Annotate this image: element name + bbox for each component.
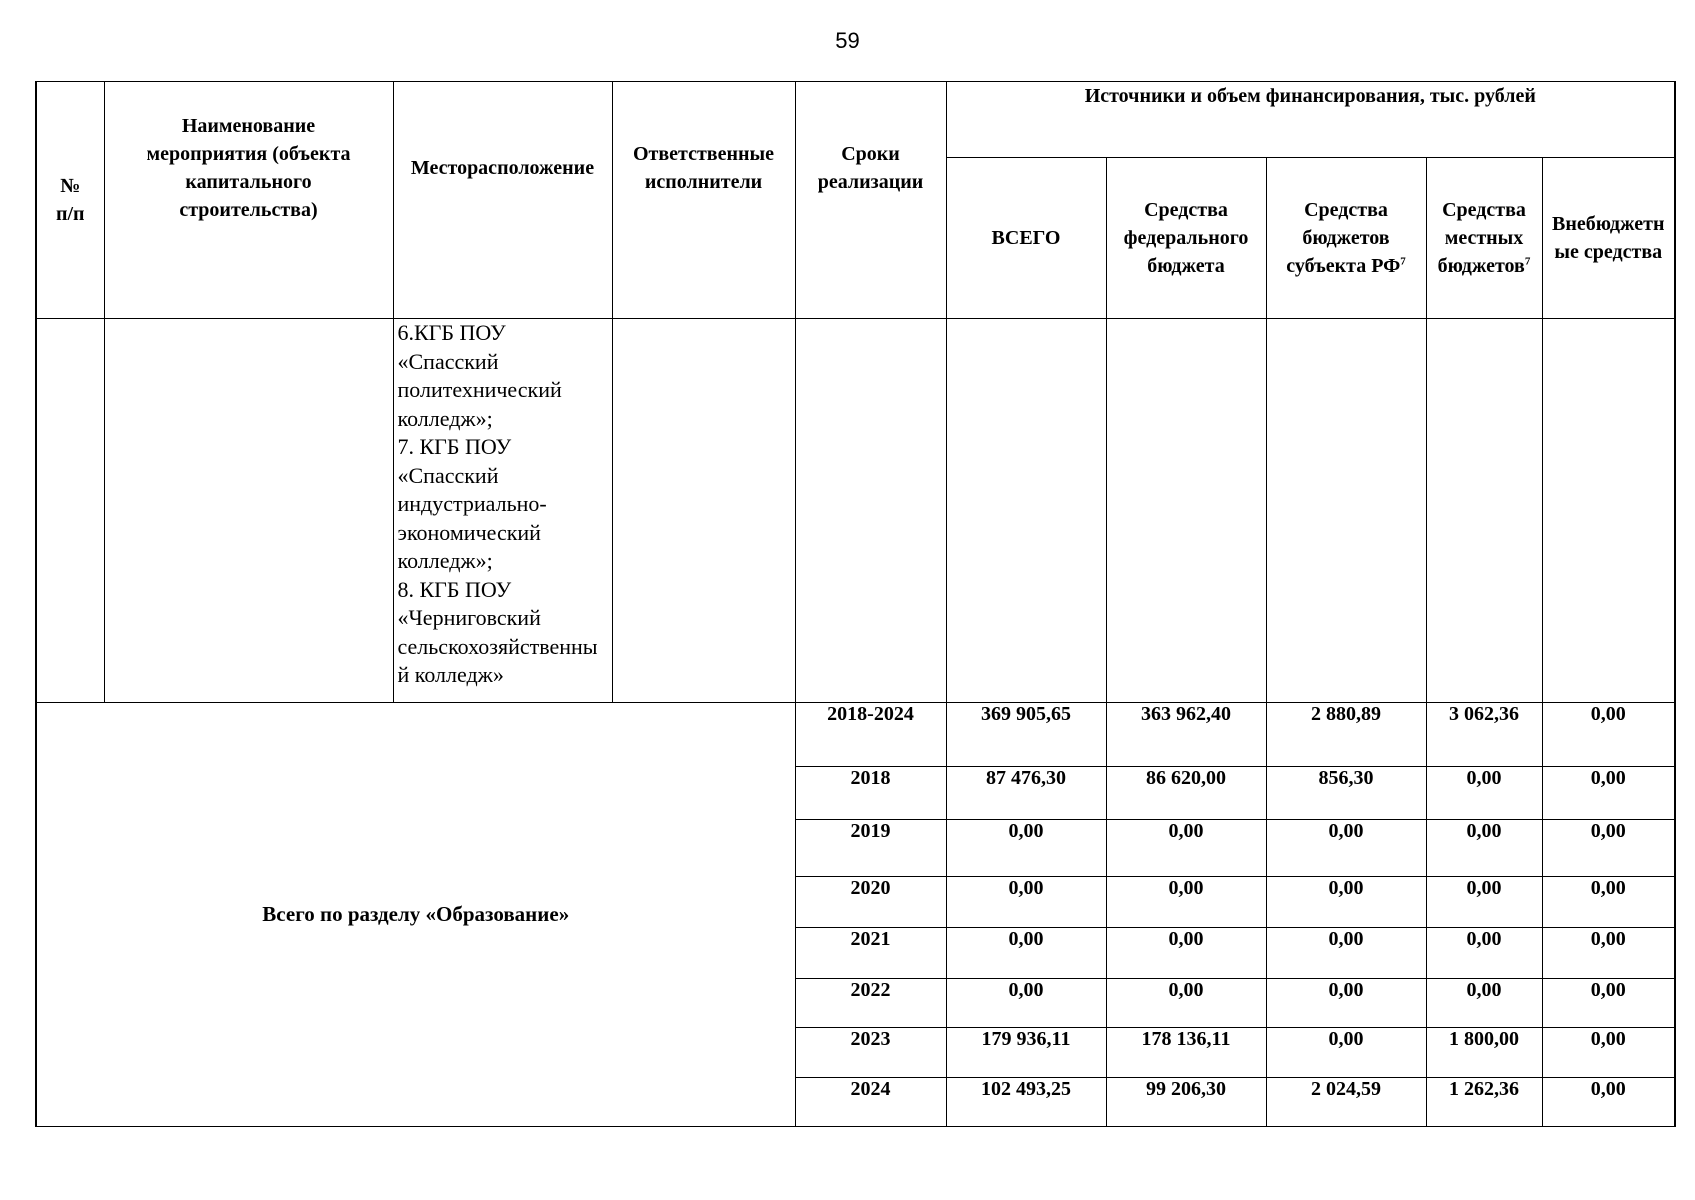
local-cell: 1 262,36: [1426, 1078, 1542, 1127]
footnote-marker: 7: [1524, 255, 1531, 268]
location-line: колледж»;: [397, 548, 493, 573]
extra-budget-cell: 0,00: [1542, 877, 1675, 928]
extra-budget-cell: 0,00: [1542, 1028, 1675, 1078]
location-list: [393, 319, 612, 703]
location-line: 8. КГБ ПОУ: [397, 576, 512, 602]
extra-budget-cell: 0,00: [1542, 703, 1675, 767]
federal-cell: 99 206,30: [1106, 1078, 1266, 1127]
col-header-subject: [1266, 158, 1426, 319]
subject-cell: 2 880,89: [1266, 703, 1426, 767]
col-header-number: [36, 82, 104, 319]
col-header-federal-line: Средства: [1144, 199, 1228, 221]
federal-cell: 178 136,11: [1106, 1028, 1266, 1078]
extra-budget-cell: 0,00: [1542, 767, 1675, 820]
col-header-subject-line: [1271, 252, 1422, 280]
col-header-subject-line: Средства: [1304, 199, 1388, 221]
local-cell: 0,00: [1426, 767, 1542, 820]
period-cell: 2018-2024: [795, 703, 946, 767]
cell-total-empty: [946, 319, 1106, 703]
location-line: й колледж»: [397, 662, 504, 687]
subject-cell: 0,00: [1266, 928, 1426, 979]
federal-cell: 0,00: [1106, 820, 1266, 877]
cell-subject-empty: [1266, 319, 1426, 703]
subject-cell: 2 024,59: [1266, 1078, 1426, 1127]
col-header-local-line: местных: [1444, 227, 1524, 249]
col-header-federal-line: бюджета: [1147, 255, 1225, 277]
summary-row: [36, 703, 1675, 767]
location-line: экономический: [397, 519, 541, 545]
header-row-1: [36, 82, 1675, 158]
period-cell: 2020: [795, 877, 946, 928]
subject-cell: 0,00: [1266, 820, 1426, 877]
col-header-local-line: [1429, 252, 1540, 280]
cell-local-empty: [1426, 319, 1542, 703]
subject-cell: 0,00: [1266, 877, 1426, 928]
federal-cell: 86 620,00: [1106, 767, 1266, 820]
federal-cell: 0,00: [1106, 928, 1266, 979]
col-header-local: [1426, 158, 1542, 319]
col-header-executors: [612, 82, 795, 319]
extra-budget-cell: 0,00: [1542, 1078, 1675, 1127]
location-line: «Черниговский: [397, 605, 541, 630]
section-total-label: Всего по разделу «Образование»: [36, 703, 795, 1127]
period-cell: 2018: [795, 767, 946, 820]
federal-cell: 0,00: [1106, 979, 1266, 1028]
total-cell: 179 936,11: [946, 1028, 1106, 1078]
col-header-extra-budget-line: ые средства: [1554, 241, 1663, 263]
federal-cell: 363 962,40: [1106, 703, 1266, 767]
page-number: 59: [835, 28, 860, 53]
cell-federal-empty: [1106, 319, 1266, 703]
cell-executors-empty: [612, 319, 795, 703]
cell-event-name-empty: [104, 319, 393, 703]
total-cell: 0,00: [946, 877, 1106, 928]
period-cell: 2019: [795, 820, 946, 877]
total-cell: 0,00: [946, 928, 1106, 979]
col-header-local-text: бюджетов: [1437, 255, 1525, 277]
financing-table: [35, 81, 1676, 1127]
location-line: «Спасский: [397, 348, 499, 374]
col-header-federal: [1106, 158, 1266, 319]
col-header-extra-budget: [1542, 158, 1675, 319]
extra-budget-cell: 0,00: [1542, 928, 1675, 979]
cell-terms-empty: [795, 319, 946, 703]
total-cell: 0,00: [946, 979, 1106, 1028]
col-header-extra-budget-line: Внебюджетн: [1552, 213, 1665, 235]
period-cell: 2024: [795, 1078, 946, 1127]
col-header-subject-line: бюджетов: [1302, 227, 1390, 249]
financing-group-header: Источники и объем финансирования, тыс. рублей: [946, 82, 1675, 158]
subject-cell: 0,00: [1266, 1028, 1426, 1078]
subject-cell: 856,30: [1266, 767, 1426, 820]
location-line: «Спасский: [397, 462, 499, 488]
total-cell: 369 905,65: [946, 703, 1106, 767]
local-cell: 3 062,36: [1426, 703, 1542, 767]
local-cell: 0,00: [1426, 928, 1542, 979]
col-header-event-name-line: капитального: [185, 171, 312, 193]
location-line: политехнический: [397, 377, 562, 402]
extra-budget-cell: 0,00: [1542, 820, 1675, 877]
local-cell: 0,00: [1426, 877, 1542, 928]
total-cell: 0,00: [946, 820, 1106, 877]
col-header-subject-text: субъекта РФ: [1286, 255, 1401, 277]
col-header-terms: [795, 82, 946, 319]
continuation-row: [36, 319, 1675, 703]
period-cell: 2021: [795, 928, 946, 979]
col-header-executors-line: исполнители: [644, 171, 763, 193]
col-header-federal-line: федерального: [1123, 227, 1249, 249]
subject-cell: 0,00: [1266, 979, 1426, 1028]
footnote-marker: 7: [1400, 255, 1406, 268]
location-line: индустриально-: [397, 491, 547, 516]
col-header-terms-line: Сроки: [841, 143, 900, 165]
col-header-total: ВСЕГО: [946, 158, 1106, 319]
location-line: колледж»;: [397, 405, 493, 431]
total-cell: 102 493,25: [946, 1078, 1106, 1127]
col-header-local-line: Средства: [1442, 199, 1526, 221]
col-header-number-line: №: [60, 175, 81, 197]
cell-number-empty: [36, 319, 104, 703]
location-line: 7. КГБ ПОУ: [397, 434, 512, 459]
federal-cell: 0,00: [1106, 877, 1266, 928]
col-header-event-name-line: строительства): [179, 199, 318, 221]
local-cell: 0,00: [1426, 820, 1542, 877]
cell-extra-budget-empty: [1542, 319, 1675, 703]
period-cell: 2022: [795, 979, 946, 1028]
total-cell: 87 476,30: [946, 767, 1106, 820]
local-cell: 0,00: [1426, 979, 1542, 1028]
col-header-event-name-line: мероприятия (объекта: [146, 143, 351, 165]
location-line: сельскохозяйственны: [397, 633, 598, 659]
col-header-event-name-line: Наименование: [181, 115, 316, 137]
local-cell: 1 800,00: [1426, 1028, 1542, 1078]
location-line: 6.КГБ ПОУ: [397, 320, 506, 345]
col-header-terms-line: реализации: [817, 171, 924, 193]
col-header-number-line: п/п: [55, 203, 85, 225]
col-header-executors-line: Ответственные: [632, 143, 775, 165]
col-header-event-name: [104, 82, 393, 319]
col-header-location: Месторасположение: [393, 82, 612, 319]
extra-budget-cell: 0,00: [1542, 979, 1675, 1028]
period-cell: 2023: [795, 1028, 946, 1078]
